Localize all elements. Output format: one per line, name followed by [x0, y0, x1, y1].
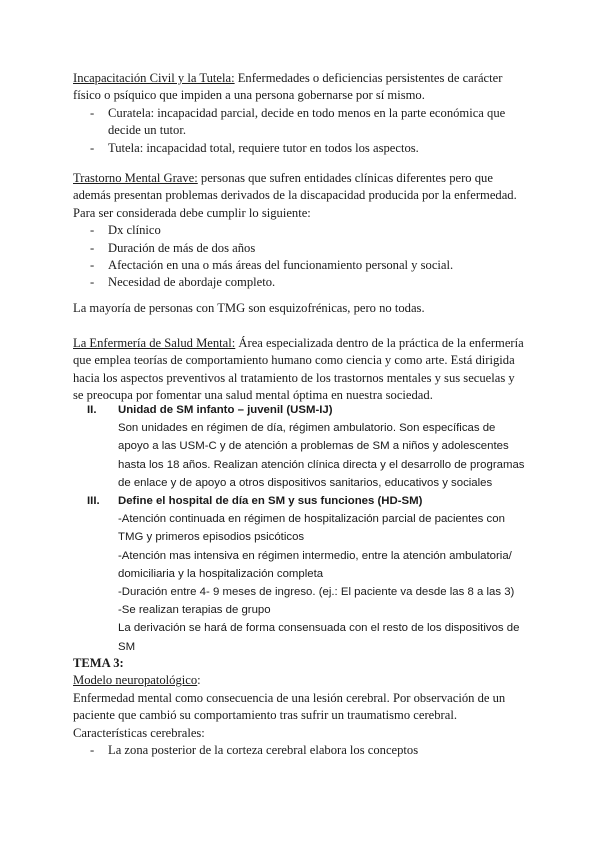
list-item: [73, 222, 533, 239]
tmg-note: La mayoría de personas con TMG son esquizofrénicas, pero no todas.: [73, 301, 425, 315]
section-text: Son unidades en régimen de día, régimen ambulatorio. Son específicas de apoyo a las USM-C y de atención a problemas de SM a niños y adolescentes hasta los 18 años. Realizan atención clínica directa y el desarrollo de programas de enlace y de apoyo a otros dispositivos sanitarios, educativos y sociales: [118, 422, 525, 489]
dash-bullet: -: [90, 743, 95, 758]
dash-bullet: -: [90, 105, 95, 120]
list-item-text: Necesidad de abordaje completo.: [108, 275, 276, 290]
list-item: [73, 742, 533, 759]
dash-bullet: -: [90, 275, 95, 290]
enfermeria-heading: La Enfermería de Salud Mental:: [73, 336, 236, 350]
list-item: [73, 274, 533, 291]
enfermeria-sections: [73, 401, 528, 656]
list-item: [73, 140, 533, 157]
tmg-intro: personas que sufren entidades clínicas diferentes pero que además presentan problemas derivados de la discapacidad producida por la enfermedad. Para ser considerada debe cumplir lo siguiente:: [73, 171, 517, 220]
tema3-caracteristicas-label: Características cerebrales:: [73, 725, 205, 740]
tema3-text: Enfermedad mental como consecuencia de una lesión cerebral. Por observación de un paciente que cambió su comportamiento tras sufrir un traumatismo cerebral.: [73, 690, 506, 723]
incapacitacion-heading: Incapacitación Civil y la Tutela:: [73, 71, 235, 85]
tema3-section: [73, 655, 533, 759]
tema3-subtitle: Modelo neuropatológico: [73, 673, 198, 688]
section-line: -Se realizan terapias de grupo: [118, 604, 271, 617]
tema3-title: TEMA 3:: [73, 656, 124, 670]
section-line: -Atención mas intensiva en régimen intermedio, entre la atención ambulatoria/ domiciliaria y la hospitalización completa: [118, 549, 512, 580]
tmg-paragraph: [73, 170, 533, 222]
enfermeria-section: [73, 335, 528, 405]
roman-numeral: III.: [87, 495, 100, 508]
section-hd-sm: [73, 492, 528, 656]
dash-bullet: -: [90, 140, 95, 155]
section-line: -Duración entre 4- 9 meses de ingreso. (ej.: El paciente va desde las 8 a las 3): [118, 586, 515, 599]
section-title: Unidad de SM infanto – juvenil (USM-IJ): [118, 404, 333, 416]
list-item-text: Afectación en una o más áreas del funcionamiento personal y social.: [108, 258, 454, 273]
list-item-text: Curatela: incapacidad parcial, decide en todo menos en la parte económica que decide un tutor.: [108, 105, 506, 138]
incapacitacion-list: [73, 105, 533, 157]
section-usm-ij: [73, 401, 528, 492]
tmg-list: [73, 222, 533, 292]
section-line: -Atención continuada en régimen de hospitalización parcial de pacientes con TMG y primeros episodios psicóticos: [118, 513, 505, 544]
list-item-text: La zona posterior de la corteza cerebral elabora los conceptos: [108, 743, 419, 758]
list-item-text: Tutela: incapacidad total, requiere tutor en todos los aspectos.: [108, 140, 419, 155]
list-item-text: Duración de más de dos años: [108, 240, 256, 255]
roman-numeral: II.: [87, 404, 97, 416]
incapacitacion-intro: Enfermedades o deficiencias persistentes de carácter físico o psíquico que impiden a una persona gobernarse por sí mismo.: [73, 71, 503, 103]
tema3-list: [73, 742, 533, 759]
dash-bullet: -: [90, 240, 95, 255]
list-item-text: Dx clínico: [108, 223, 161, 238]
tmg-section: [73, 170, 533, 292]
dash-bullet: -: [90, 223, 95, 238]
enfermeria-paragraph: [73, 335, 528, 405]
tema3-subtitle-colon: :: [197, 673, 201, 688]
enfermeria-intro: Área especializada dentro de la práctica de la enfermería que emplea teorías de comportamiento humano como ciencia y como arte. Está dirigida hacia los aspectos preventivos al tratamiento de los trastornos mentales y sus secuelas y se preocupa por fomentar una salud mental óptima en nuestra sociedad.: [73, 336, 524, 403]
incapacitacion-section: [73, 70, 533, 157]
tmg-heading: Trastorno Mental Grave:: [73, 171, 198, 185]
list-item: [73, 240, 533, 257]
incapacitacion-paragraph: [73, 70, 533, 105]
list-item: [73, 105, 533, 140]
section-title: Define el hospital de día en SM y sus funciones (HD-SM): [118, 495, 423, 508]
list-item: [73, 257, 533, 274]
tema3-subtitle-line: [73, 672, 533, 689]
dash-bullet: -: [90, 258, 95, 273]
section-line: La derivación se hará de forma consensuada con el resto de los dispositivos de SM: [118, 622, 520, 653]
